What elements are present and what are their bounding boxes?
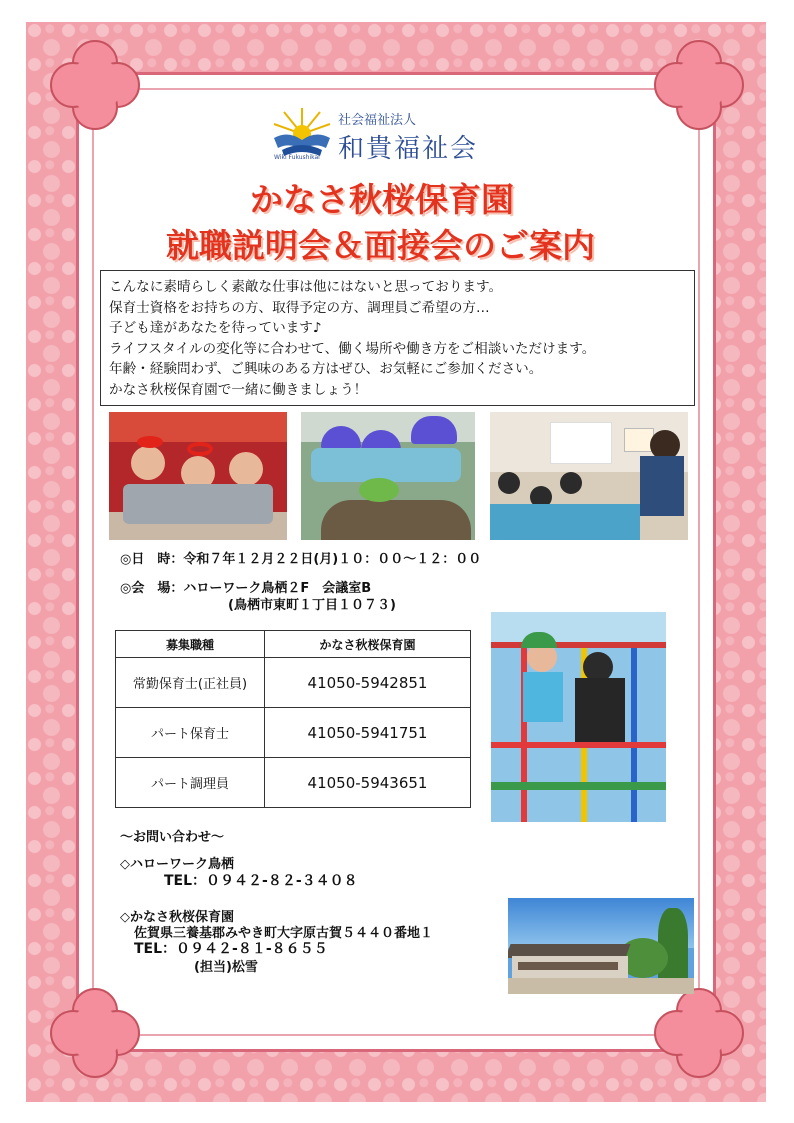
- nursery-person: (担当)松雪: [194, 960, 258, 975]
- photo-children-hats: [109, 412, 287, 540]
- flower-icon: [50, 40, 140, 130]
- intro-box: [100, 270, 695, 406]
- flower-icon: [654, 40, 744, 130]
- table-header: かなさ秋桜保育園: [265, 631, 471, 658]
- intro-line: 年齢・経験問わず、ご興味のある方はぜひ、お気軽にご参加ください。: [109, 361, 543, 377]
- photo-children-planting: [301, 412, 475, 540]
- page-subtitle: 就職説明会＆面接会のご案内: [166, 226, 595, 265]
- logo-emblem: [270, 104, 334, 164]
- intro-line: 保育士資格をお持ちの方、取得予定の方、調理員ご希望の方…: [109, 299, 490, 316]
- page-title: かなさ秋桜保育園: [250, 180, 514, 219]
- nursery-tel: TEL：０９４２-８１-８６５５: [134, 941, 328, 957]
- hellowork-tel: TEL：０９４２-８２-３４０８: [164, 873, 358, 889]
- intro-line: かなさ秋桜保育園で一緒に働きましょう！: [109, 381, 368, 398]
- flower-icon: [654, 988, 744, 1078]
- job-number: 41050-5942851: [265, 658, 471, 708]
- intro-line: 子ども達があなたを待っています♪: [109, 320, 322, 336]
- logo-emblem-text: Wiki Fukushikai: [274, 154, 320, 161]
- event-address: (鳥栖市東町１丁目１０７３): [228, 598, 396, 613]
- event-venue: ◎会 場：ハローワーク鳥栖２F 会議室B: [120, 581, 372, 596]
- nursery-name: ◇かなさ秋桜保育園: [120, 910, 234, 925]
- table-row: [116, 758, 471, 808]
- job-type: パート保育士: [116, 708, 265, 758]
- job-type: 常勤保育士(正社員): [116, 658, 265, 708]
- nursery-address: 佐賀県三養基郡みやき町大字原古賀５４４０番地１: [134, 926, 434, 941]
- job-type: パート調理員: [116, 758, 265, 808]
- photo-playground: [491, 612, 666, 822]
- table-row: [116, 708, 471, 758]
- contact-heading: ～お問い合わせ～: [120, 830, 225, 845]
- intro-line: こんなに素晴らしく素敵な仕事は他にはないと思っております。: [109, 279, 503, 295]
- job-number: 41050-5941751: [265, 708, 471, 758]
- org-name: 和貴福祉会: [338, 134, 479, 164]
- table-header-row: [116, 631, 471, 658]
- flower-icon: [50, 988, 140, 1078]
- event-datetime: ◎日 時：令和７年１２月２２日(月)１０：００～１２：００: [120, 552, 482, 567]
- job-number: 41050-5943651: [265, 758, 471, 808]
- photo-building: [508, 898, 694, 994]
- table-row: [116, 658, 471, 708]
- hellowork-name: ◇ハローワーク鳥栖: [120, 857, 234, 872]
- table-header: 募集職種: [116, 631, 265, 658]
- jobs-table: [115, 630, 471, 808]
- photo-storytime: [490, 412, 688, 540]
- org-type: 社会福祉法人: [338, 113, 417, 128]
- intro-line: ライフスタイルの変化等に合わせて、働く場所や働き方をご相談いただけます。: [109, 340, 596, 357]
